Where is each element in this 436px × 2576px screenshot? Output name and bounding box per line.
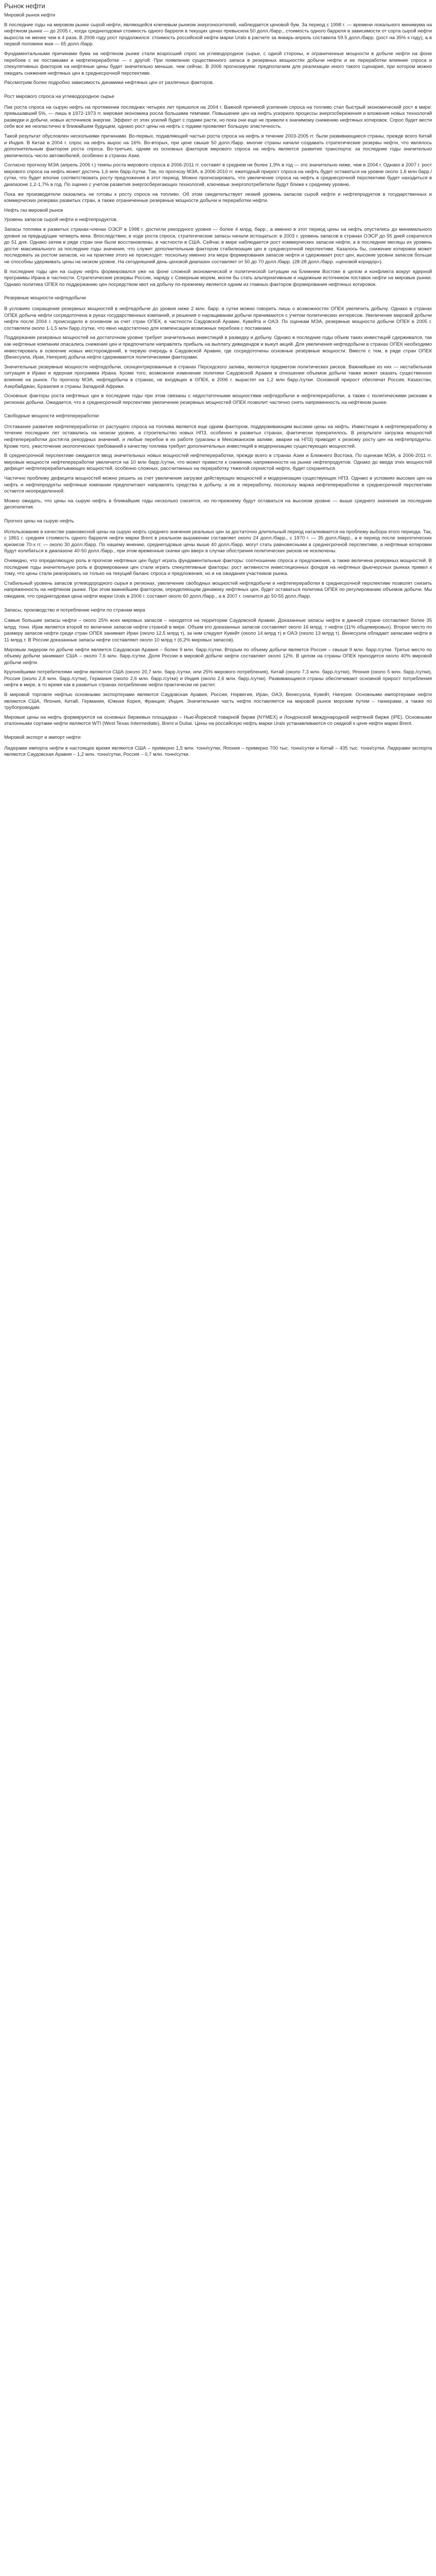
paragraph: Согласно прогнозу МЭА (апрель 2006 г.) темпы роста мирового спроса в 2006-2011 гг. составят в среднем не более 1,9% в год — это значительно ниже, чем в 2004 г. Однако в 2007 г. рост мирового спроса на нефть может достичь 1,6 млн барр./сутки. Так, по прогнозу МЭА, в 2006-2010 гг. ежегодный прирост спроса на нефть будет оставаться на уровне около 1,6 млн барр./сутки, что будет вполне соответствовать росту предложения в этот период. Можно прогнозировать, что увеличение спроса на нефть в среднесрочной перспективе будет находиться в диапазоне 1,2-1,7% в год. По оценке с учетом развития энергосберегающих технологий, ключевые энергопотребители будут ближе к среднему уровню.	[4, 162, 433, 188]
section	[4, 295, 432, 406]
paragraph: В среднесрочной перспективе ожидается ввод значительных новых мощностей нефтепереработки, прежде всего в странах Азии и Ближнего Востока. По оценкам МЭА, в 2006-2011 гг. мировые мощности нефтепереработки увеличатся на 10 млн барр./сутки, что может привести к снижению напряженности на рынке нефтепродуктов. Однако до ввода этих мощностей дефицит нефтеперерабатывающих мощностей, особенно сложных, рассчитанных на переработку тяжелой сернистой нефти, будет сохраняться.	[4, 453, 433, 472]
section	[4, 607, 432, 728]
paragraph: Значительные резервные мощности нефтедобычи, сконцентрированные в странах Персидского залива, являются предметом политических рисков. Важнейшие из них — нестабильная ситуация в Ираке и ядерная программа Ирана. Кроме того, возможное изменение политики Саудовской Аравии в отношении объемов добычи также может оказать существенное влияние на рынок. По прогнозу МЭА, нефтедобыча в странах, не входящих в ОПЕК, в 2006 г. вырастет на 1,2 млн барр./сутки. Основной прирост обеспечат Россия, Казахстан, Азербайджан, Бразилия и страны Западной Африки.	[4, 364, 433, 389]
paragraph: Мировые цены на нефть формируются на основных биржевых площадках – Нью-Йоркской товарной бирже (NYMEX) и Лондонской международной нефтяной бирже (IPE). Основными эталонными сортами нефти являются WTI (West Texas Intermediate), Brent и Dubai. Цены на российскую нефть марки Urals устанавливаются со скидкой к цене нефти марки Brent.	[4, 714, 433, 727]
section-heading: Резервные мощности нефтедобычи	[4, 295, 86, 301]
paragraph: Стабильный уровень запасов углеводородного сырья в регионах, увеличение свободных мощностей нефтедобычи и нефтепереработки в среднесрочной перспективе позволят снизить напряженность на нефтяном рынке. При этом важнейшим фактором, определяющим динамику нефтяных цен, будет оставаться политика ОПЕК по регулированию объемов добычи. Мы ожидаем, что среднегодовая цена нефти марки Urals в 2006 г. составит около 60 долл./барр., а в 2007 г. снизится до 50-55 долл./барр.	[4, 580, 433, 599]
paragraph: Пока же производители оказались не готовы к росту спроса на топливо. Об этом свидетельствует низкий уровень запасов сырой нефти и нефтепродуктов в государственных и коммерческих резервах развитых стран, а также ограниченные резервные мощности добычи и переработки нефти.	[4, 191, 433, 204]
paragraph: Рассмотрим более подробно зависимость динамики нефтяных цен от различных факторов.	[4, 80, 214, 86]
paragraph: В последние годы на мировом рынке сырой нефти, являющейся ключевым рынком энергоносителей, наблюдается ценовой бум. За период с 1998 г. — времени локального минимума на нефтяном рынке — до 2005 г., когда среднегодовая стоимость одного барреля в текущих ценах превысила 50 долл./барр., стоимость одного барреля в зависимости от сорта сырой нефти выросла не менее чем в 4 раза. В 2006 году рост продолжился: стоимость российской нефти марки Urals в расчете за январь-апрель составила 59.5 долл./барр. (рост на 35% к году), а в первой половине мая — 65 долл./барр.	[4, 22, 433, 47]
section-heading: Мировой экспорт и импорт нефти	[4, 735, 81, 741]
paragraph: Нефть газ мировой рынок	[4, 207, 63, 213]
paragraph: В условиях сокращения резервных мощностей в нефтедобыче до уровня ниже 2 млн. барр. в сутки можно говорить лишь о возможностях ОПЕК увеличить добычу. Однако в странах ОПЕК добыча нефти сосредоточена в руках государственных компаний, и решения о наращивании добычи принимаются с учетом политических интересов. Увеличение мировой добычи нефти после 2004 г. происходило в основном за счет стран ОПЕК, в частности Саудовской Аравии, Кувейта и ОАЭ. По оценкам МЭА, резервные мощности добычи ОПЕК в 2005 г. составляли около 1-1,5 млн барр./сутки, что явно недостаточно для компенсации возможных перебоев с поставками.	[4, 306, 433, 331]
section	[4, 518, 432, 600]
paragraph: Такой результат обусловлен несколькими причинами. Во-первых, подавляющей частью роста спроса на нефть в течение 2003-2005 гг. были развивающиеся страны, прежде всего Китай и Индия. В Китае в 2004 г. спрос на нефть вырос на 16%. Во-вторых, при цене свыше 50 долл./барр. многие страны начали создавать стратегические резервы нефти, что являлось дополнительным фактором роста спроса. Во-третьих, одним из основных факторов мирового спроса на нефть является развитие транспорта: за последние годы значительно увеличилось число автомобилей, особенно в странах Азии.	[4, 133, 433, 159]
paragraph: Отставание развития нефтепереработки от растущего спроса на топлива является еще одним фактором, поддерживающим высокие цены на нефть. Инвестиции в нефтепереработку в течение последних лет оставались на низком уровне, а строительство новых НПЗ, особенно в развитых странах, фактически прекратилось. В результате загрузка мощностей нефтепереработки достигла рекордных значений, и любые перебои в их работе (ураганы в Мексиканском заливе, аварии на НПЗ) приводят к резкому росту цен на нефтепродукты. Кроме того, ужесточение экологических требований к качеству топлива требует дополнительных инвестиций в модернизацию существующих мощностей.	[4, 423, 433, 449]
section	[4, 22, 432, 87]
section	[4, 94, 432, 288]
section-heading: Прогноз цены на сырую нефть	[4, 518, 74, 524]
document-subtitle: Мировой рынок нефти	[4, 12, 56, 18]
paragraph: В последние годы цен на сырую нефть формировался уже на фоне сложной экономической и политической ситуации на Ближнем Востоке в целом и конфликта вокруг ядерной программы Ирана в частности. Стратегические резервы России, наряду с Северным морем, могли бы стать альтернативным и надежным источником поставок нефти на мировые рынки. Однако политика ОПЕК по поддержанию цен посредством квот на добычу по-прежнему является одним из главных факторов формирования нефтяных котировок.	[4, 268, 433, 287]
section-heading: Свободные мощности нефтепереработки	[4, 413, 99, 419]
paragraph: Мировым лидером по добыче нефти является Саудовская Аравия – более 9 млн. барр./сутки. Вторым по объему добычи является Россия – свыше 9 млн. барр./сутки. Третье место по объему добычи занимают США – около 7,6 млн. барр./сутки. Доля России в мировой добыче нефти составляет около 12%. В целом на страны ОПЕК приходится около 40% мировой добычи нефти.	[4, 647, 433, 666]
paragraph: Уровень запасов сырой нефти и нефтепродуктов.	[4, 217, 118, 223]
paragraph: Использование в качестве равновесной цены на сырую нефть среднего значения реальных цен за достаточно длительный период наталкивается на проблему выбора этого периода. Так, с 1861 г. средняя стоимость одного барреля нефти марки Brent в реальном выражении составляет около 24 долл./барр., с 1970 г. — 35 долл./барр., а в период после энергетических кризисов 70-х гг. — около 30 долл./барр. По нашему мнению, среднегодовые цены выше 40 долл./барр. могут стать равновесными в среднесрочной перспективе, а нефтяные котировки будут колебаться в диапазоне 40-50 долл./барр., при этом временные скачки цен вверх в случае обострения политических рисков не исключены.	[4, 529, 433, 554]
section-heading: Запасы, производство и потребление нефти по странам мира	[4, 607, 145, 613]
paragraph: Крупнейшими потребителями нефти являются США (около 20,7 млн. барр./сутки, или 25% мирового потребления), Китай (около 7,3 млн. барр./сутки), Япония (около 5 млн. барр./сутки), Россия (около 2,8 млн. барр./сутки), Германия (около 2,6 млн. барр./сутки) и Индия (около 2,6 млн. барр./сутки). Развивающиеся страны обеспечивают основной прирост потребления нефти в мире, в то время как в развитых странах потребление нефти практически не растет.	[4, 669, 433, 688]
paragraph: Частично проблему дефицита мощностей можно решить за счет увеличения загрузки действующих мощностей и модернизации существующих НПЗ. Однако в условиях высоких цен на нефть и нефтепродукты нефтяные компании предпочитают направлять средства в добычу, а не в переработку, поскольку маржа нефтепереработки в среднесрочной перспективе остается неопределенной.	[4, 476, 433, 495]
paragraph: Пик роста спроса на сырую нефть на протяжении последних четырех лет пришелся на 2004 г. Важной причиной усиления спроса на топливо стал быстрый экономический рост в мире: превышавший 5%, — лишь в 1972-1973 гг. мировая экономика росла большими темпами. Повышение цен на нефть ускорило процессы энергосбережения и вложения новых технологий разведки и добычи, новых источников энергии. Эффект от этих усилий будет с годами расти, но пока они еще не привели к значимому снижению нефтяных котировок. Спрос будет вести себя все же неэластично в ближайшем будущем, однако рост цены на нефть с годами проявляет большую эластичность.	[4, 104, 433, 130]
section-heading: Рост мирового спроса на углеводородное сырье	[4, 93, 115, 99]
paragraph: Запасы топлива в развитых странах-членах ОЭСР в 1998 г. достигли рекордного уровня — более 4 млрд. барр., а именно в этот период цены на нефть опустились до минимального уровня за предыдущие четверть века. Впоследствии, в ходе роста спроса, стратегические запасы начали истощаться: в 2003 г. уровень запасов в странах ОЭСР до 55 дней сократился до 51 дня. Однако затем в ряде стран они были восстановлены, в частности в США. Сейчас в мире наблюдается рост коммерческих запасов нефти, а в последние месяцы их уровень достиг максимального за последние годы значения, что служит дополнительным фактором стабилизации цен в среднесрочной перспективе. Казалось бы, снижение котировок может последовать за ростом запасов, но на практике этого не происходит: поскольку именно эта мера формирования запасов нефти и сдерживает рост цен, высокие уровни запасов больше не способны удерживать цены на низком уровне. На сегодняшний день ценовой диапазон составляет от 50 до 70 долл./барр. (28-28 долл./барр. «ценовой коридор»).	[4, 227, 433, 265]
paragraph: Фундаментальными причинами бума на нефтяном рынке стали возросший спрос на углеводородное сырье, с одной стороны, и ограниченные мощности в добыче нефти на фоне перебоев с ее поставками и нефтепереработке — с другой. При появлении существенного запаса в резервных мощностях добычи нефти и ее переработки влияние спроса и спекулятивных факторов на нефтяные цены будет значительно меньше, чем сейчас. В 2006 прогнозируем: предполагаем для реализации иного такого сценария, при котором можно ожидать снижения нефтяных цен в среднесрочной перспективе.	[4, 50, 433, 76]
paragraph: Самые большие запасы нефти – около 25% всех мировых запасов – находятся на территории Саудовской Аравии. Доказанные запасы нефти в данной стране составляют более 35 млрд. тонн. Ирак является второй по величине запасов нефти страной в мире. Объем его доказанных запасов составляет около 16 млрд. т нефти (11% общемировых). Второе место по размеру запасов нефти среди стран ОПЕК занимает Иран (около 12,5 млрд т), за ним следуют Кувейт (около 14 млрд т) и ОАЭ (около 13 млрд т). Венесуэла обладает запасами нефти в 11 млрд т. В России доказанные запасы нефти составляют около 10 млрд т (6,2% мировых запасов).	[4, 618, 433, 643]
paragraph: Очевидно, что определяющую роль в прогнозе нефтяных цен будут играть фундаментальные факторы: соотношение спроса и предложения, а также величина резервных мощностей. В последние годы значительную роль в формировании цен стали играть спекулятивные факторы: рост активности инвестиционных фондов на нефтяных фьючерсных рынках привел к тому, что цены стали реагировать не только на текущий баланс спроса и предложения, но и на ожидания участников рынка.	[4, 557, 433, 577]
section	[4, 735, 432, 758]
section	[4, 413, 432, 511]
document-title: Рынок нефти	[4, 2, 45, 10]
paragraph: Основные факторы роста нефтяных цен в последние годы при этом связаны с недостаточными мощностями нефтедобычи и нефтепереработки, а также с политическими рисками в регионах добычи. Ожидается, что в среднесрочной перспективе увеличение резервных мощностей ОПЕК позволит частично снять напряженность на нефтяном рынке.	[4, 393, 433, 405]
paragraph: В мировой торговле нефтью основными экспортерами являются Саудовская Аравия, Россия, Норвегия, Иран, ОАЭ, Венесуэла, Кувейт, Нигерия. Основными импортерами нефти являются США, Япония, Китай, Германия, Южная Корея, Франция, Индия. Значительная часть нефти поставляется на мировой рынок морским путем – танкерами, а также по трубопроводам.	[4, 692, 433, 711]
paragraph: Поддержание резервных мощностей на достаточном уровне требует значительных инвестиций в разведку и добычу. Однако в последние годы объем таких инвестиций сдерживался, так как нефтяные компании опасались снижения цен и предпочитали направлять прибыль на выплату дивидендов и выкуп акций. Для увеличения нефтедобычи в странах ОПЕК необходимо инвестировать в освоение новых месторождений, в первую очередь в Саудовской Аравии, где сосредоточены основные резервные мощности. Вместе с тем, в ряде стран ОПЕК (Венесуэла, Ирак, Нигерия) добыча нефти сдерживается политическими факторами.	[4, 335, 433, 361]
paragraph: Лидерами импорта нефти в настоящее время являются США – примерно 1,5 млн. тонн/сутки, Япония – примерно 700 тыс. тонн/сутки и Китай – 435 тыс. тонн/сутки. Лидерами экспорта являются Саудовская Аравия – 1,2 млн. тонн/сутки, Россия – 0,7 млн. тонн/сутки.	[4, 745, 433, 758]
paragraph: Можно ожидать, что цены на сырую нефть в ближайшие годы несколько снизятся, но по-прежнему будут оставаться на высоком уровне — выше среднего значения за последние десятилетия.	[4, 498, 433, 511]
document-body	[4, 22, 432, 758]
document-page	[0, 0, 436, 765]
